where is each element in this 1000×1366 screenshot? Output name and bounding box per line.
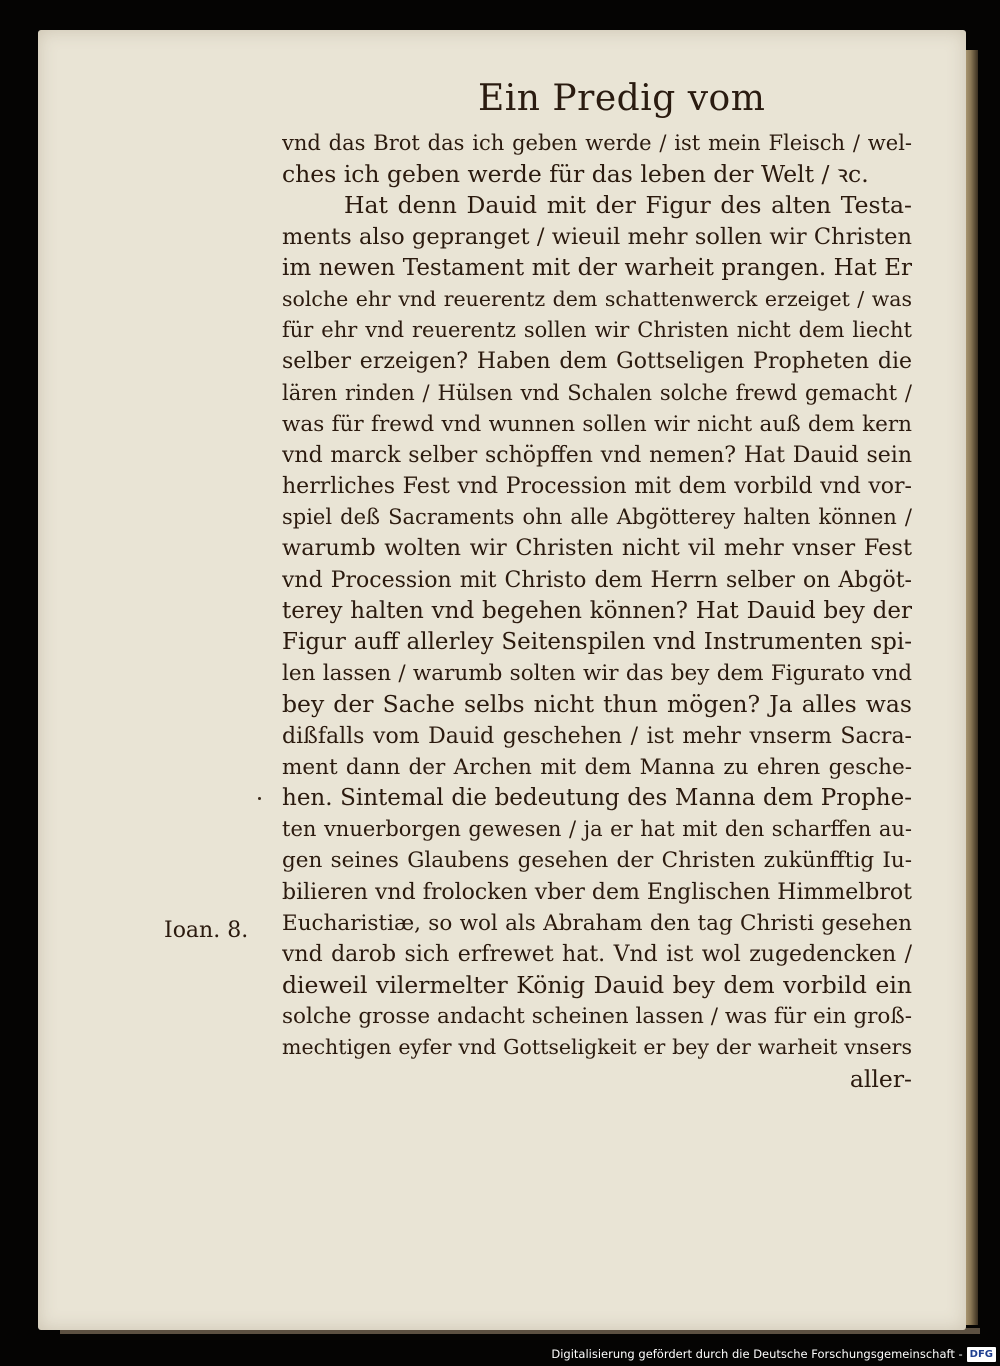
text-line: warumb wolten wir Christen nicht vil mehr vnser Fest bbox=[282, 535, 912, 562]
text-line: dieweil vilermelter König Dauid bey dem vorbild ein bbox=[282, 971, 912, 1000]
body-text bbox=[282, 128, 912, 1095]
text-line: ten vnuerborgen gewesen / ja er hat mit den scharffen au- bbox=[282, 817, 912, 842]
text-line: ments also gepranget / wieuil mehr sollen wir Christen bbox=[282, 223, 912, 250]
text-line: vnd darob sich erfrewet hat. Vnd ist wol zugedencken / bbox=[282, 941, 912, 967]
catchword: aller- bbox=[849, 1064, 912, 1093]
margin-note: Ioan. 8. bbox=[164, 918, 249, 943]
text-line: für ehr vnd reuerentz sollen wir Christen nicht dem liecht bbox=[282, 318, 912, 343]
text-line: herrliches Fest vnd Procession mit dem vorbild vnd vor- bbox=[282, 474, 912, 500]
text-line: len lassen / warumb solten wir das bey dem Figurato vnd bbox=[282, 661, 912, 687]
text-line: Figur auff allerley Seitenspilen vnd Instrumenten spi- bbox=[282, 629, 912, 655]
text-line: mechtigen eyfer vnd Gottseligkeit er bey der warheit vnsers bbox=[282, 1035, 912, 1060]
text-line: dißfalls vom Dauid geschehen / ist mehr vnserm Sacra- bbox=[282, 723, 912, 749]
text-line: selber erzeigen? Haben dem Gottseligen Propheten die bbox=[282, 349, 912, 375]
dfg-logo-icon: DFG bbox=[967, 1347, 996, 1362]
text-line: vnd marck selber schöpffen vnd nemen? Hat Dauid sein bbox=[282, 442, 912, 468]
footer-credit: Digitalisierung gefördert durch die Deutsche Forschungsgemeinschaft - bbox=[551, 1347, 963, 1361]
text-line: vnd das Brot das ich geben werde / ist mein Fleisch / wel- bbox=[282, 131, 912, 155]
text-line: solche ehr vnd reuerentz dem schattenwerck erzeiget / was bbox=[282, 286, 912, 311]
text-line: Eucharistiæ, so wol als Abraham den tag Christi gesehen bbox=[282, 910, 912, 936]
running-head: Ein Predig vom bbox=[478, 78, 766, 119]
text-line: bey der Sache selbs nicht thun mögen? Ja alles was bbox=[282, 690, 912, 719]
text-line: lären rinden / Hülsen vnd Schalen solche frewd gemacht / bbox=[282, 380, 912, 405]
text-line: Hat denn Dauid mit der Figur des alten Testa- bbox=[344, 191, 912, 220]
text-line: vnd Procession mit Christo dem Herrn selber on Abgöt- bbox=[282, 567, 912, 593]
text-line: spiel deß Sacraments ohn alle Abgötterey halten können / bbox=[282, 505, 912, 530]
text-line: ches ich geben werde für das leben der Welt / ꝛc. bbox=[282, 160, 869, 189]
text-line: solche grosse andacht scheinen lassen / was für ein groß- bbox=[282, 1004, 912, 1030]
text-line: ment dann der Archen mit dem Manna zu ehren gesche- bbox=[282, 754, 912, 780]
text-line: terey halten vnd begehen können? Hat Dauid bey der bbox=[282, 597, 912, 624]
margin-ink-dot bbox=[258, 797, 261, 800]
text-line: was für frewd vnd wunnen sollen wir nicht auß dem kern bbox=[282, 411, 912, 437]
text-line: gen seines Glaubens gesehen der Christen zukünfftig Iu- bbox=[282, 848, 912, 874]
text-line: bilieren vnd frolocken vber dem Englischen Himmelbrot bbox=[282, 879, 912, 905]
text-line: hen. Sintemal die bedeutung des Manna dem Prophe- bbox=[282, 784, 912, 811]
text-line: im newen Testament mit der warheit prangen. Hat Er bbox=[282, 254, 912, 281]
digitization-footer bbox=[551, 1345, 996, 1363]
